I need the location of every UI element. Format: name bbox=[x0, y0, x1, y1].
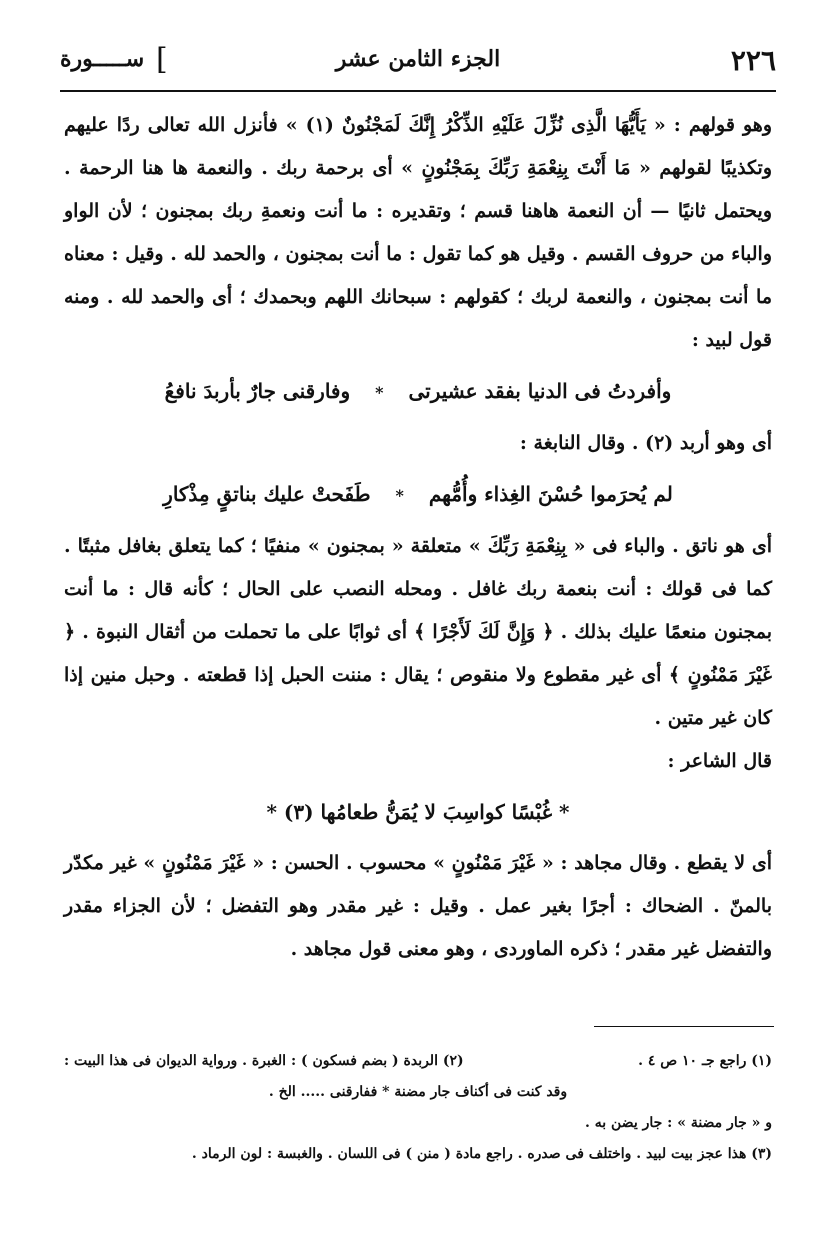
header-rule bbox=[60, 90, 776, 92]
verse-nabigha bbox=[64, 473, 772, 517]
verse-separator: * bbox=[375, 383, 384, 402]
paragraph-2: أى وهو أربد (٢) . وقال النابغة : bbox=[519, 432, 772, 454]
footnote-2-verse: وقد كنت فى أكناف جار مضنة * ففارقنى ..... الخ . bbox=[268, 1084, 568, 1100]
footnote-row-1 bbox=[64, 1046, 772, 1077]
verse-labid-second-hemistich: وفارقنى جارٌ بأربدَ نافعُ bbox=[164, 379, 351, 403]
verse-nabigha-second-hemistich: طَفَحتْ عليك بناتقٍ مِذْكارِ bbox=[163, 482, 371, 506]
surah-label: ســـــورة bbox=[60, 46, 145, 72]
main-text bbox=[64, 104, 772, 971]
verse-labid bbox=[64, 370, 772, 414]
footnote-1: (١) راجع جـ ١٠ ص ٤ . bbox=[638, 1053, 772, 1069]
surah-bracket: [ bbox=[156, 42, 168, 77]
paragraph-5: أى لا يقطع . وقال مجاهد : « غَيْرَ مَمْنُونٍ » محسوب . الحسن : « غَيْرَ مَمْنُونٍ » غير مكدّر بالمنّ . الضحاك : أجرًا بغير عمل . وقيل : غير مقدر وهو التفضل ؛ لأن الجزاء مقدر والتفضل غير مقدر ؛ ذكره الماوردى ، وهو معنى قول مجاهد . bbox=[64, 852, 772, 960]
footnote-rule bbox=[594, 1026, 774, 1027]
running-title: الجزء الثامن عشر bbox=[335, 46, 501, 72]
paragraph-4: قال الشاعر : bbox=[667, 750, 772, 772]
verse-separator: * bbox=[395, 486, 404, 505]
verse-poet: * غُبْسًا كواسِبَ لا يُمَنُّ طعامُها (٣) * bbox=[266, 800, 570, 824]
paragraph-3: أى هو ناتق . والباء فى « بِنِعْمَةِ رَبِّكَ » متعلقة « بمجنون » منفيًا ؛ كما يتعلق بغافل مثبتًا . كما فى قولك : أنت بنعمة ربك غافل . ومحله النصب على الحال ؛ كأنه قال : ما أنت بمجنون منعمًا عليك بذلك . ﴿ وَإِنَّ لَكَ لَأَجْرًا ﴾ أى ثوابًا على ما تحملت من أثقال النبوة . ﴿ غَيْرَ مَمْنُونٍ ﴾ أى غير مقطوع ولا منقوص ؛ يقال : مننت الحبل إذا قطعته . وحبل منين إذا كان غير متين . bbox=[64, 535, 772, 729]
footnotes bbox=[64, 1046, 772, 1170]
verse-labid-first-hemistich: وأفردتُ فى الدنيا بفقد عشيرتى bbox=[408, 379, 672, 403]
paragraph-1: وهو قولهم : « يَأَيُّهَا الَّذِى نُزِّلَ عَلَيْهِ الذِّكْرُ إِنَّكَ لَمَجْنُونٌ (١) » فأنزل الله تعالى ردًا عليهم وتكذيبًا لقولهم « مَا أَنْتَ بِنِعْمَةِ رَبِّكَ بِمَجْنُونٍ » أى برحمة ربك . والنعمة ها هنا الرحمة . ويحتمل ثانيًا — أن النعمة هاهنا قسم ؛ وتقديره : ما أنت ونعمةِ ربك بمجنون ؛ لأن الواو والباء من حروف القسم . وقيل هو كما تقول : ما أنت بمجنون ، والحمد لله . وقيل : معناه ما أنت بمجنون ، والنعمة لربك ؛ كقولهم : سبحانك اللهم وبحمدك ؛ أى والحمد لله . ومنه قول لبيد : bbox=[64, 114, 772, 351]
page-number: ٢٢٦ bbox=[730, 44, 776, 77]
page-header bbox=[60, 40, 776, 90]
footnote-2: (٢) الربدة ( بضم فسكون ) : الغبرة . ورواية الديوان فى هذا البيت : bbox=[64, 1053, 464, 1069]
footnote-3: (٣) هذا عجز بيت لبيد . واختلف فى صدره . راجع مادة ( منن ) فى اللسان . والغبسة : لون الرماد . bbox=[191, 1146, 772, 1162]
footnote-2-note: و « جار مضنة » : جار يضن به . bbox=[585, 1115, 772, 1131]
verse-nabigha-first-hemistich: لم يُحرَموا حُسْنَ الغِذاء وأُمُّهم bbox=[428, 482, 673, 506]
